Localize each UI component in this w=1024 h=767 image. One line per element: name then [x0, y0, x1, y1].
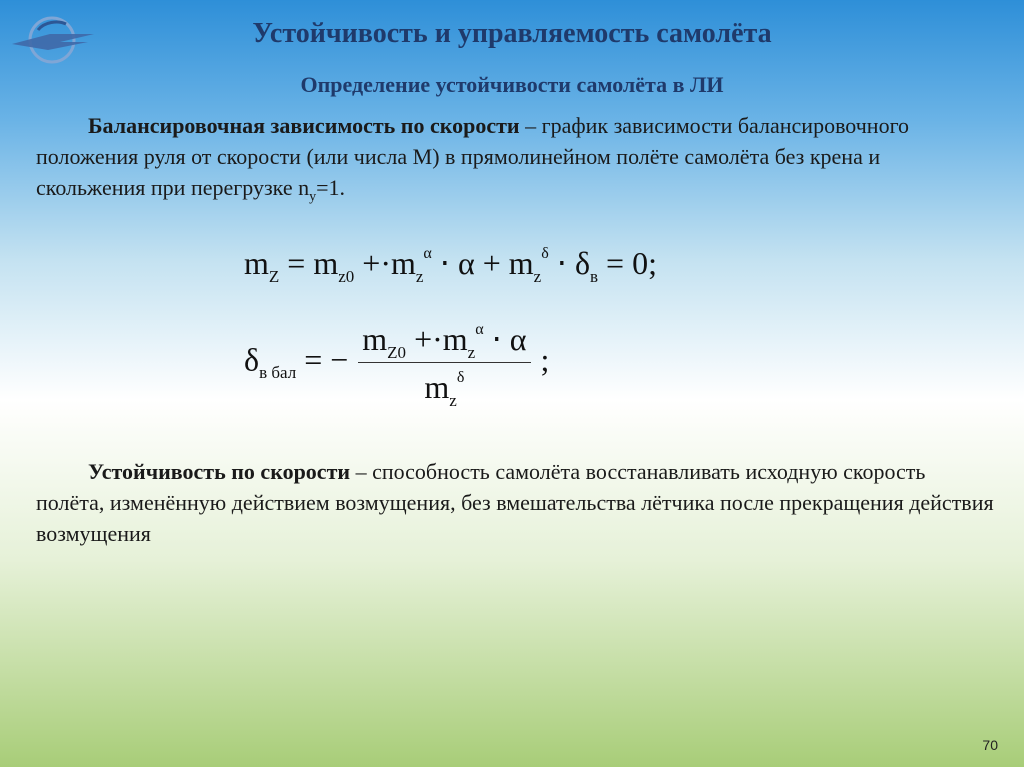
para1-text-a: – график зависимости балансировочного положения руля от скорости (или числа М) в прямолинейном полёте самолёта без крена и скольжения при перегрузке n	[36, 113, 910, 200]
para1-text-b: =1.	[316, 175, 345, 200]
para2-text: – способность самолёта восстанавливать исходную скорость полёта, изменённую действием возмущения, без вмешательства лётчика после прекращения действия возмущения	[36, 459, 994, 546]
term-balance: Балансировочная зависимость по скорости	[88, 113, 520, 138]
term-speed-stability: Устойчивость по скорости	[88, 459, 351, 484]
slide-title: Устойчивость и управляемость самолёта	[252, 18, 772, 49]
slide-subtitle: Определение устойчивости самолёта в ЛИ	[300, 72, 724, 97]
fraction: $\frac{m_{Z0} +\cdot m_z^\alpha \cdot \alpha}{m_z^\delta}$	[356, 320, 532, 406]
equation-balance-deflection: $\delta_{в бал}$ = − $\frac{m_{Z0} +\cdot m_z^\alpha \cdot \alpha}{m_z^\delta}$ ;	[244, 321, 550, 410]
para1-subscript: y	[309, 189, 317, 205]
paragraph-speed-stability	[36, 456, 996, 549]
paragraph-balance-definition	[36, 110, 986, 212]
equation-moment: $m_Z = m_{z0} +\cdot m_z^\alpha \cdot \alpha + m_z^\delta \cdot \delta_в = 0$;	[244, 245, 657, 286]
page-number: 70	[982, 737, 998, 753]
